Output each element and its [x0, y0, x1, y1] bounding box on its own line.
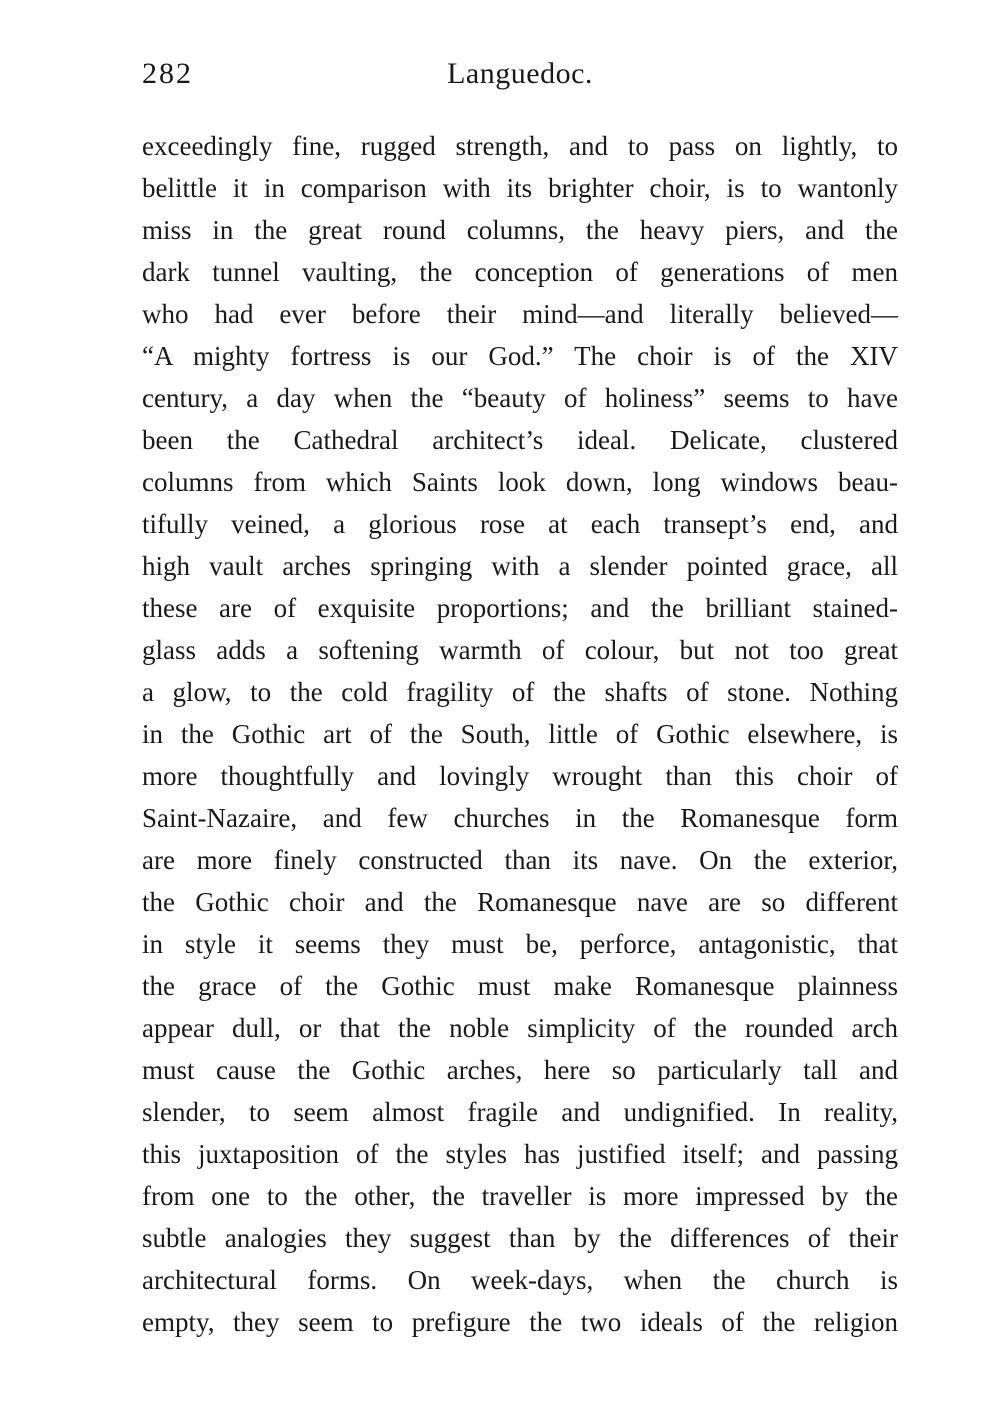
text-line: in the Gothic art of the South, little of Gothic elsewhere, is: [142, 719, 898, 749]
text-line: architectural forms. On week-days, when the church is: [142, 1265, 898, 1295]
running-title: Languedoc.: [447, 57, 593, 90]
text-line: this juxtaposition of the styles has justified itself; and passing: [142, 1139, 898, 1169]
text-line: Saint-Nazaire, and few churches in the Romanesque form: [142, 803, 898, 833]
text-line: subtle analogies they suggest than by the differences of their: [142, 1223, 898, 1253]
text-line: century, a day when the “beauty of holiness” seems to have: [142, 383, 898, 413]
text-line: been the Cathedral architect’s ideal. Delicate, clustered: [142, 425, 898, 455]
text-line: miss in the great round columns, the heavy piers, and the: [142, 215, 898, 245]
text-line: high vault arches springing with a slender pointed grace, all: [142, 551, 898, 581]
text-line: belittle it in comparison with its brighter choir, is to wantonly: [142, 173, 898, 203]
page-number: 282: [142, 57, 193, 90]
text-line: who had ever before their mind—and literally believed—: [142, 299, 898, 329]
text-line: appear dull, or that the noble simplicity of the rounded arch: [142, 1013, 898, 1043]
text-line: a glow, to the cold fragility of the shafts of stone. Nothing: [142, 677, 898, 707]
text-line: from one to the other, the traveller is more impressed by the: [142, 1181, 898, 1211]
text-line: tifully veined, a glorious rose at each transept’s end, and: [142, 509, 898, 539]
text-line: slender, to seem almost fragile and undignified. In reality,: [142, 1097, 898, 1127]
body-text: [142, 125, 898, 1343]
text-line: columns from which Saints look down, long windows beau-: [142, 467, 898, 497]
text-line: must cause the Gothic arches, here so particularly tall and: [142, 1055, 898, 1085]
text-line: in style it seems they must be, perforce, antagonistic, that: [142, 929, 898, 959]
text-line: the grace of the Gothic must make Romanesque plainness: [142, 971, 898, 1001]
text-line: more thoughtfully and lovingly wrought than this choir of: [142, 761, 898, 791]
text-line: exceedingly fine, rugged strength, and to pass on lightly, to: [142, 131, 898, 161]
text-line: the Gothic choir and the Romanesque nave are so different: [142, 887, 898, 917]
running-head: [142, 52, 898, 96]
text-line: dark tunnel vaulting, the conception of generations of men: [142, 257, 898, 287]
text-line: empty, they seem to prefigure the two ideals of the religion: [142, 1307, 898, 1337]
text-line: glass adds a softening warmth of colour, but not too great: [142, 635, 898, 665]
text-line: these are of exquisite proportions; and the brilliant stained-: [142, 593, 898, 623]
text-line: “A mighty fortress is our God.” The choir is of the XIV: [142, 341, 898, 371]
text-line: are more finely constructed than its nave. On the exterior,: [142, 845, 898, 875]
